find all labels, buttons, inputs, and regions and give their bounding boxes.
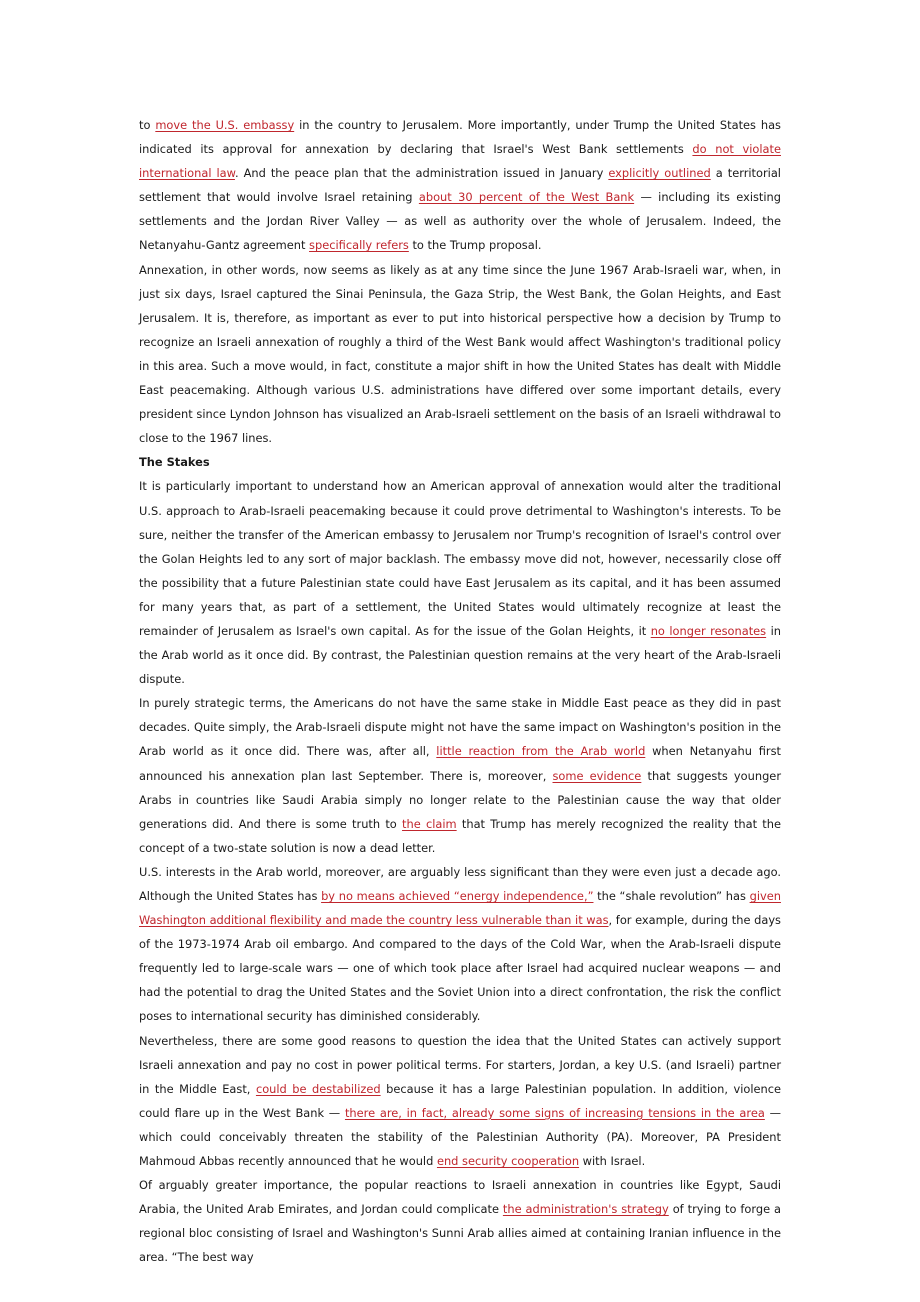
paragraph xyxy=(139,1029,781,1174)
text-run: of trying to forge a regional bloc consisting of Israel and Washington's Sunni Arab allies aimed at containing Iranian influence in the area. “The best way xyxy=(139,1202,782,1265)
inline-link[interactable]: given Washington additional flexibility and made the country less vulnerable than it was xyxy=(139,889,781,928)
inline-link[interactable]: specifically refers xyxy=(309,238,409,253)
text-run: — which could conceivably threaten the stability of the Palestinian Authority (PA). Moreover, PA President Mahmoud Abbas recently announced that he would xyxy=(139,1105,781,1169)
inline-link[interactable]: do not violate international law xyxy=(139,142,781,181)
inline-link[interactable]: some evidence xyxy=(552,768,642,783)
text-run: in the Arab world as it once did. By contrast, the Palestinian question remains at the very heart of the Arab-Israeli dispute. xyxy=(139,623,782,687)
inline-link[interactable]: about 30 percent of the West Bank xyxy=(418,190,635,205)
text-run: when Netanyahu first announced his annexation plan last September. There is, moreover, xyxy=(139,744,781,783)
paragraph xyxy=(139,691,781,860)
text-run: with Israel. xyxy=(579,1154,646,1169)
text-run: to the Trump proposal. xyxy=(408,238,542,253)
text-run: that suggests younger Arabs in countries like Saudi Arabia simply no longer relate to the Palestinian cause the way that older generations did. And there is some truth to xyxy=(139,768,781,831)
text-run: Annexation, in other words, now seems as likely as at any time since the June 1967 Arab-Israeli war, when, in just six days, Israel captured the Sinai Peninsula, the Gaza Strip, the West Bank, the Golan Heights, and East Jerusalem. It is, therefore, as important as ever to put into historical perspective how a decision by Trump to recognize an Israeli annexation of roughly a third of the West Bank would affect Washington's traditional policy in this area. Such a move would, in fact, constitute a major shift in how the United States has dealt with Middle East peacemaking. Although various U.S. administrations have differed over some important details, every president since Lyndon Johnson has visualized an Arab-Israeli settlement on the basis of an Israeli withdrawal to close to the 1967 lines. xyxy=(139,262,781,446)
inline-link[interactable]: no longer resonates xyxy=(650,623,767,638)
text-run: in the country to Jerusalem. More importantly, under Trump the United States has indicated its approval for annexation by declaring that Israel's West Bank settlements xyxy=(139,118,781,157)
text-run: to xyxy=(139,118,156,132)
text-run: The Stakes xyxy=(139,455,210,470)
text-run: It is particularly important to understand how an American approval of annexation would alter the traditional U.S. approach to Arab-Israeli peacemaking because it could prove detrimental to Washington's interests. To be sure, neither the transfer of the American embassy to Jerusalem nor Trump's recognition of Israel's control over the Golan Heights led to any sort of major backlash. The embassy move did not, however, necessarily close off the possibility that a future Palestinian state could have East Jerusalem as its capital, and it has been assumed for many years that, as part of a settlement, the United States would ultimately recognize at least the remainder of Jerusalem as Israel's own capital. As for the issue of the Golan Heights, it xyxy=(139,479,781,638)
inline-link[interactable]: little reaction from the Arab world xyxy=(436,744,646,759)
text-run: a territorial settlement that would involve Israel retaining xyxy=(139,166,781,205)
text-run: . And the peace plan that the administration issued in January xyxy=(234,166,609,181)
inline-link[interactable]: could be destabilized xyxy=(255,1081,381,1096)
inline-link[interactable]: end security cooperation xyxy=(436,1154,580,1169)
inline-link[interactable]: by no means achieved “energy independence,” xyxy=(321,889,594,903)
inline-link[interactable]: the administration's strategy xyxy=(502,1202,669,1217)
section-heading xyxy=(139,450,781,474)
text-run: — including its existing settlements and the Jordan River Valley — as well as authority over the whole of Jerusalem. Indeed, the Netanyahu-Gantz agreement xyxy=(139,190,781,253)
text-run: because it has a large Palestinian population. In addition, violence could flare up in the West Bank — xyxy=(139,1081,781,1120)
inline-link[interactable]: move the U.S. embassy xyxy=(155,118,295,132)
text-run: , for example, during the days of the 1973-1974 Arab oil embargo. And compared to the days of the Cold War, when the Arab-Israeli dispute frequently led to large-scale wars — one of which took place after Israel had acquired nuclear weapons — and had the potential to drag the United States and the Soviet Union into a direct confrontation, the risk the conflict poses to international security has diminished considerably. xyxy=(139,913,781,1024)
inline-link[interactable]: the claim xyxy=(402,816,457,831)
text-run: In purely strategic terms, the Americans do not have the same stake in Middle East peace as they did in past decades. Quite simply, the Arab-Israeli dispute might not have the same impact on Washington's position in the Arab world as it once did. There was, after all, xyxy=(139,696,781,759)
paragraph xyxy=(139,1173,781,1269)
article-body xyxy=(139,113,781,1270)
text-run: Of arguably greater importance, the popular reactions to Israeli annexation in countries like Egypt, Saudi Arabia, the United Arab Emirates, and Jordan could complicate xyxy=(139,1178,781,1217)
inline-link[interactable]: there are, in fact, already some signs of increasing tensions in the area xyxy=(344,1105,765,1120)
text-run: that Trump has merely recognized the reality that the concept of a two-state solution is now a dead letter. xyxy=(139,816,782,855)
inline-link[interactable]: explicitly outlined xyxy=(608,166,711,181)
paragraph xyxy=(139,860,781,1029)
text-run: the “shale revolution” has xyxy=(593,889,750,903)
paragraph xyxy=(139,113,781,258)
text-run: Nevertheless, there are some good reasons to question the idea that the United States can actively support Israeli annexation and pay no cost in power political terms. For starters, Jordan, a key U.S. (and Israeli) partner in the Middle East, xyxy=(139,1033,781,1096)
text-run: U.S. interests in the Arab world, moreover, are arguably less significant than they were even just a decade ago. Although the United States has xyxy=(139,864,781,903)
paragraph xyxy=(139,258,781,451)
paragraph xyxy=(139,474,781,691)
